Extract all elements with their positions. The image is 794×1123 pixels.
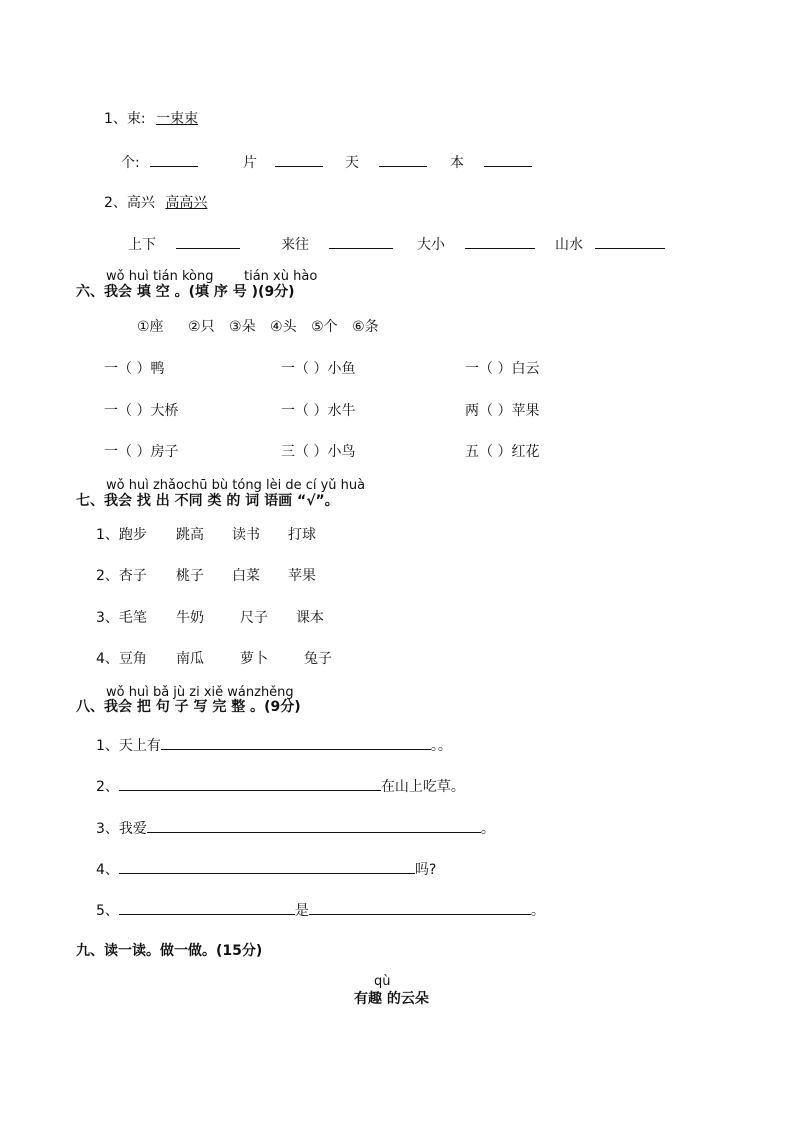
word[interactable]: 课本 <box>296 610 324 626</box>
option: ②只 <box>188 319 215 335</box>
word[interactable]: 苹果 <box>288 568 316 584</box>
answer-blank[interactable] <box>595 234 665 249</box>
word[interactable]: 1、跑步 <box>96 527 147 543</box>
fill-item[interactable]: 一（ ）房子 <box>104 444 179 460</box>
passage-title: 有趣 的云朵 <box>354 991 429 1007</box>
answer-blank[interactable] <box>147 818 481 833</box>
item-2-label: 2、高兴 <box>104 195 155 211</box>
word-row <box>417 234 535 254</box>
option-list <box>137 318 379 336</box>
answer-blank[interactable] <box>484 152 532 167</box>
fill-item[interactable]: 两（ ）苹果 <box>465 403 540 419</box>
answer-blank[interactable] <box>176 234 240 249</box>
blank-label-ben: 本 <box>450 155 464 171</box>
sentence-suffix: 。。 <box>430 738 452 754</box>
sentence-suffix: 吗? <box>414 862 437 878</box>
sentence-1 <box>96 735 452 755</box>
option: ⑥条 <box>352 319 379 335</box>
sentence-2 <box>96 776 465 796</box>
word[interactable]: 牛奶 <box>176 610 204 626</box>
section-8-pinyin: wǒ huì bǎ jù zi xiě wánzhěng <box>106 685 294 700</box>
measure-word-row <box>121 152 198 172</box>
measure-word-row <box>450 152 532 172</box>
sentence-prefix: 2、 <box>96 779 119 795</box>
word-row <box>128 234 240 254</box>
item-1-label: 1、束: <box>104 111 146 127</box>
word[interactable]: 跳高 <box>176 527 204 543</box>
answer-blank[interactable] <box>275 152 323 167</box>
measure-word-row <box>243 152 323 172</box>
item-1 <box>104 110 198 128</box>
fill-item[interactable]: 一（ ）白云 <box>465 361 540 377</box>
sentence-prefix: 4、 <box>96 862 119 878</box>
fill-item[interactable]: 三（ ）小鸟 <box>281 444 356 460</box>
answer-blank[interactable] <box>329 234 393 249</box>
word-row <box>281 234 393 254</box>
option: ③朵 <box>229 319 256 335</box>
section-6-heading: 六、我会 填 空 。(填 序 号 )(9分) <box>76 284 295 300</box>
section-7-pinyin: wǒ huì zhǎochū bù tóng lèi de cí yǔ huà <box>106 478 366 493</box>
option: ④头 <box>270 319 297 335</box>
word[interactable]: 打球 <box>288 527 316 543</box>
answer-blank[interactable] <box>119 900 295 915</box>
measure-word-row <box>345 152 427 172</box>
sentence-prefix: 5、 <box>96 903 119 919</box>
word[interactable]: 萝卜 <box>240 651 268 667</box>
item-1-example: 一束束 <box>156 111 199 127</box>
word-group-2 <box>96 567 316 585</box>
word[interactable]: 3、毛笔 <box>96 610 147 626</box>
section-6-pinyin: wǒ huì tián kòng <box>106 269 214 284</box>
answer-blank[interactable] <box>465 234 535 249</box>
word[interactable]: 4、豆角 <box>96 651 147 667</box>
word-group-1 <box>96 526 316 544</box>
sentence-prefix: 3、我爱 <box>96 821 147 837</box>
sentence-4 <box>96 859 436 879</box>
answer-blank[interactable] <box>379 152 427 167</box>
answer-blank[interactable] <box>119 776 381 791</box>
sentence-mid: 是 <box>294 903 309 919</box>
word[interactable]: 尺子 <box>240 610 268 626</box>
fill-item[interactable]: 五（ ）红花 <box>465 444 540 460</box>
word[interactable]: 桃子 <box>176 568 204 584</box>
word-laiwang: 来往 <box>281 237 309 253</box>
word-daxiao: 大小 <box>417 237 445 253</box>
section-8-heading: 八、我会 把 句 子 写 完 整 。(9分) <box>76 699 301 715</box>
item-2 <box>104 194 207 212</box>
blank-label-ge: 个: <box>121 155 140 171</box>
option: ①座 <box>137 319 164 335</box>
word[interactable]: 白菜 <box>232 568 260 584</box>
blank-label-tian: 天 <box>345 155 359 171</box>
item-2-example: 高高兴 <box>165 195 208 211</box>
answer-blank[interactable] <box>161 735 431 750</box>
section-7-heading: 七、我会 找 出 不同 类 的 词 语画 “√”。 <box>76 493 339 509</box>
word[interactable]: 读书 <box>232 527 260 543</box>
sentence-suffix: 。 <box>480 821 495 837</box>
sentence-5 <box>96 900 545 920</box>
word[interactable]: 2、杏子 <box>96 568 147 584</box>
sentence-suffix: 。 <box>530 903 545 919</box>
answer-blank[interactable] <box>119 859 415 874</box>
sentence-3 <box>96 818 495 838</box>
word-group-4 <box>96 650 332 668</box>
fill-item[interactable]: 一（ ）大桥 <box>104 403 179 419</box>
word-shanshui: 山水 <box>555 237 583 253</box>
option: ⑤个 <box>311 319 338 335</box>
word-shangxia: 上下 <box>128 237 156 253</box>
fill-item[interactable]: 一（ ）水牛 <box>281 403 356 419</box>
word-group-3 <box>96 609 324 627</box>
answer-blank[interactable] <box>309 900 531 915</box>
sentence-suffix: 在山上吃草。 <box>380 779 465 795</box>
section-9-heading: 九、读一读。做一做。(15分) <box>76 943 263 959</box>
fill-item[interactable]: 一（ ）鸭 <box>104 361 165 377</box>
word[interactable]: 兔子 <box>304 651 332 667</box>
title-pinyin: qù <box>374 974 391 989</box>
word[interactable]: 南瓜 <box>176 651 204 667</box>
sentence-prefix: 1、天上有 <box>96 738 161 754</box>
answer-blank[interactable] <box>150 152 198 167</box>
blank-label-pian: 片 <box>243 155 257 171</box>
fill-item[interactable]: 一（ ）小鱼 <box>281 361 356 377</box>
word-row <box>555 234 665 254</box>
section-6-pinyin-2: tián xù hào <box>244 269 318 284</box>
